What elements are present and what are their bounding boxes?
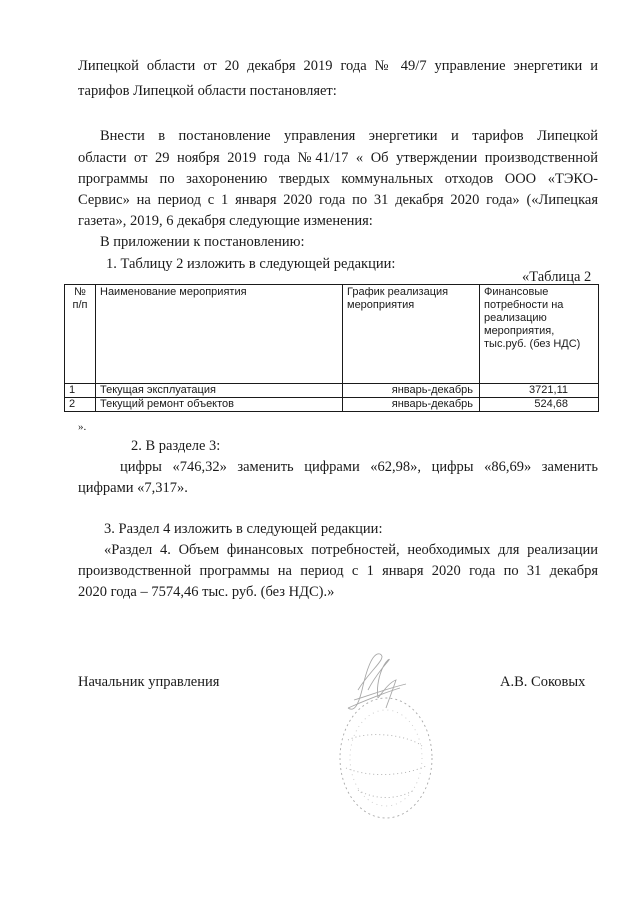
- table-caption: «Таблица 2: [522, 269, 592, 285]
- header-number: № п/п: [65, 285, 96, 384]
- row-number: 1: [65, 384, 96, 398]
- amend-line-3: программы по захоронению твердых коммунальных отходов ООО «ТЭКО-: [78, 171, 598, 187]
- amend-line-5: газета», 2019, 6 декабря следующие изменения:: [78, 213, 373, 229]
- table-header-row: [65, 285, 599, 384]
- table-row: [65, 384, 599, 398]
- item-3-title: 3. Раздел 4 изложить в следующей редакции:: [104, 521, 383, 537]
- item-3-line-2: производственной программы на период с 1 января 2020 года по 31 декабря: [78, 563, 598, 579]
- signature-icon: [318, 650, 438, 820]
- header-name: Наименование мероприятия: [96, 285, 343, 384]
- intro-line-2: тарифов Липецкой области постановляет:: [78, 83, 337, 99]
- intro-line-1: Липецкой области от 20 декабря 2019 года № 49/7 управление энергетики и: [78, 58, 598, 74]
- row-schedule: январь-декабрь: [343, 398, 480, 412]
- row-number: 2: [65, 398, 96, 412]
- signature-position: Начальник управления: [78, 674, 220, 690]
- row-schedule: январь-декабрь: [343, 384, 480, 398]
- signature-name: А.В. Соковых: [500, 674, 586, 690]
- item-2-line-1: цифры «746,32» заменить цифрами «62,98», цифры «86,69» заменить: [120, 459, 598, 475]
- row-amount: 3721,11: [480, 384, 599, 398]
- amend-line-2: области от 29 ноября 2019 года №41/17 « Об утверждении производственной: [78, 150, 598, 166]
- amend-line-1: Внести в постановление управления энергетики и тарифов Липецкой: [100, 128, 598, 144]
- header-finance: Финансовые потребности на реализацию мероприятия, тыс.руб. (без НДС): [480, 285, 599, 384]
- item-1-title: 1. Таблицу 2 изложить в следующей редакции:: [106, 256, 396, 272]
- item-3-line-1: «Раздел 4. Объем финансовых потребностей, необходимых для реализации: [104, 542, 598, 558]
- item-2-line-2: цифрами «7,317».: [78, 480, 188, 496]
- item-3-line-3: 2020 года – 7574,46 тыс. руб. (без НДС).»: [78, 584, 335, 600]
- item-2-title: 2. В разделе 3:: [131, 438, 221, 454]
- table-close-quote: ».: [78, 421, 87, 433]
- row-name: Текущая эксплуатация: [96, 384, 343, 398]
- amend-line-4: Сервис» на период с 1 января 2020 года по 31 декабря 2020 года» («Липецкая: [78, 192, 598, 208]
- row-amount: 524,68: [480, 398, 599, 412]
- row-name: Текущий ремонт объектов: [96, 398, 343, 412]
- table-row: [65, 398, 599, 412]
- header-schedule: График реализация мероприятия: [343, 285, 480, 384]
- amend-line-6: В приложении к постановлению:: [100, 234, 305, 250]
- measures-table: [64, 284, 599, 412]
